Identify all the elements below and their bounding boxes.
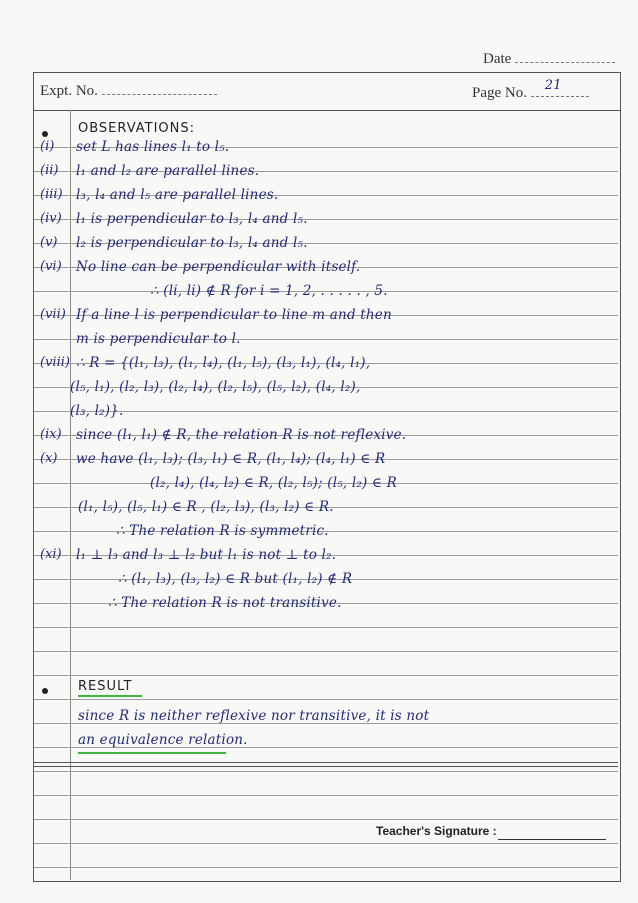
observation-text: l₁ ⊥ l₃ and l₃ ⊥ l₂ but l₁ is not ⊥ to l₂. bbox=[76, 547, 337, 563]
observation-text: set L has lines l₁ to l₅. bbox=[76, 139, 230, 155]
page-number: 21 bbox=[544, 78, 562, 93]
observation-text: ∴ The relation R is not transitive. bbox=[108, 595, 342, 611]
observation-number: (vi) bbox=[40, 259, 62, 274]
observation-text: we have (l₁, l₃); (l₃, l₁) ∈ R, (l₁, l₄); (l₄, l₁) ∈ R bbox=[76, 451, 386, 467]
observation-number: (ii) bbox=[40, 163, 59, 178]
expt-no-blank bbox=[102, 82, 217, 95]
observation-text: m is perpendicular to l. bbox=[76, 331, 241, 347]
ruled-line bbox=[34, 843, 618, 844]
bullet-icon bbox=[42, 688, 48, 694]
observation-text: l₁ and l₂ are parallel lines. bbox=[76, 163, 260, 179]
page-no-field bbox=[472, 78, 589, 102]
observations-heading: OBSERVATIONS: bbox=[78, 121, 196, 136]
date-label: Date bbox=[483, 51, 512, 67]
expt-no-label: Expt. No. bbox=[40, 83, 98, 99]
observation-number: (i) bbox=[40, 139, 55, 154]
observation-text: (l₁, l₅), (l₅, l₁) ∈ R , (l₂, l₃), (l₃, l₂) ∈ R. bbox=[78, 499, 334, 515]
ruled-line bbox=[34, 771, 618, 772]
observation-text: (l₃, l₂)}. bbox=[70, 403, 124, 419]
observation-number: (iii) bbox=[40, 187, 63, 202]
signature-line bbox=[498, 839, 606, 840]
observation-number: (iv) bbox=[40, 211, 62, 226]
ruled-line bbox=[34, 867, 618, 868]
date-field bbox=[483, 50, 615, 68]
observation-text: ∴ (li, li) ∉ R for i = 1, 2, . . . . . , 5. bbox=[150, 283, 388, 299]
closing-rule bbox=[34, 762, 618, 763]
observation-text: ∴ (l₁, l₃), (l₃, l₂) ∈ R but (l₁, l₂) ∉ R bbox=[118, 571, 353, 587]
ruled-line bbox=[34, 675, 618, 676]
teacher-signature-label: Teacher's Signature : bbox=[376, 824, 497, 838]
observation-text: No line can be perpendicular with itself. bbox=[76, 259, 361, 275]
ruled-line bbox=[34, 699, 618, 700]
observation-text: ∴ R = {(l₁, l₃), (l₁, l₄), (l₁, l₅), (l₃, l₁), (l₄, l₁), bbox=[76, 355, 371, 371]
observation-text: If a line l is perpendicular to line m and then bbox=[76, 307, 392, 323]
ruled-line bbox=[34, 795, 618, 796]
header-rule bbox=[33, 110, 621, 111]
ruled-line bbox=[34, 819, 618, 820]
observation-number: (viii) bbox=[40, 355, 70, 370]
observation-text: (l₅, l₁), (l₂, l₃), (l₂, l₄), (l₂, l₅), (l₅, l₂), (l₄, l₂), bbox=[70, 379, 361, 395]
result-highlight bbox=[78, 752, 226, 754]
expt-no-field bbox=[40, 82, 217, 100]
observation-number: (ix) bbox=[40, 427, 62, 442]
result-line-1: since R is neither reflexive nor transitive, it is not bbox=[78, 708, 430, 724]
date-blank bbox=[515, 50, 615, 63]
bullet-icon bbox=[42, 131, 48, 137]
observation-text: l₂ is perpendicular to l₃, l₄ and l₅. bbox=[76, 235, 308, 251]
observation-number: (vii) bbox=[40, 307, 66, 322]
page-no-blank bbox=[531, 78, 589, 97]
observation-text: l₁ is perpendicular to l₃, l₄ and l₅. bbox=[76, 211, 308, 227]
observation-number: (xi) bbox=[40, 547, 62, 562]
result-heading: RESULT bbox=[78, 679, 133, 694]
closing-rule-2 bbox=[34, 766, 618, 767]
observation-text: l₃, l₄ and l₅ are parallel lines. bbox=[76, 187, 279, 203]
observation-number: (v) bbox=[40, 235, 58, 250]
page-no-label: Page No. bbox=[472, 85, 527, 101]
ruled-line bbox=[34, 651, 618, 652]
margin-line bbox=[70, 110, 71, 880]
observation-text: ∴ The relation R is symmetric. bbox=[116, 523, 329, 539]
result-line-2: an equivalence relation. bbox=[78, 732, 248, 748]
observation-text: (l₂, l₄), (l₄, l₂) ∈ R, (l₂, l₅); (l₅, l₂) ∈ R bbox=[150, 475, 397, 491]
ruled-line bbox=[34, 627, 618, 628]
result-underline bbox=[78, 695, 142, 697]
observation-text: since (l₁, l₁) ∉ R, the relation R is not reflexive. bbox=[76, 427, 407, 443]
observation-number: (x) bbox=[40, 451, 58, 466]
